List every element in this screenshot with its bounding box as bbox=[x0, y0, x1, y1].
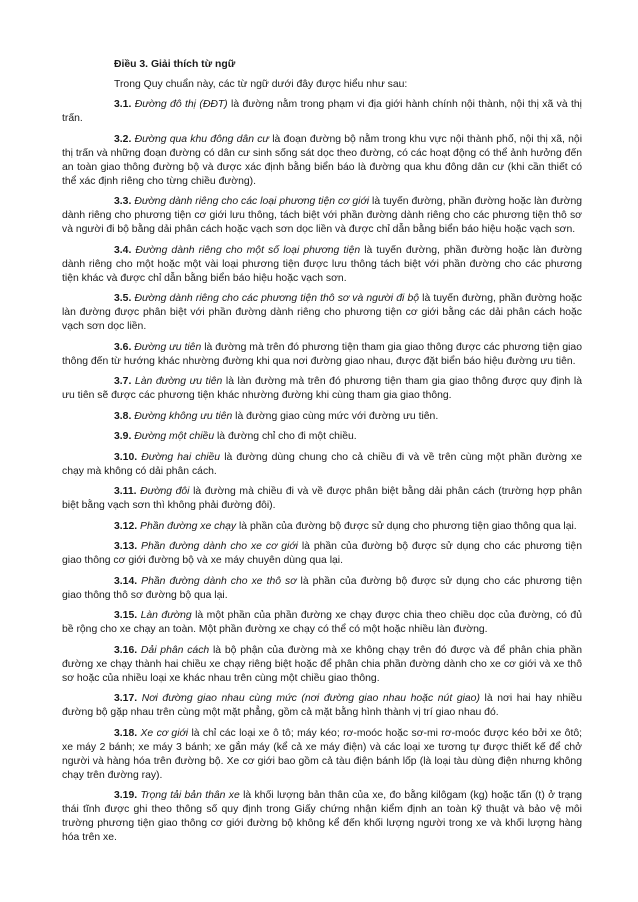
definition-term: Đường không ưu tiên bbox=[134, 410, 233, 422]
definition-term: Đường dành riêng cho các phương tiện thô sơ và người đi bộ bbox=[134, 293, 420, 304]
definition-item bbox=[62, 692, 582, 720]
definition-item bbox=[62, 133, 582, 189]
definition-term: Đường dành riêng cho các loại phương tiện cơ giới bbox=[134, 196, 370, 207]
definition-item bbox=[62, 451, 582, 479]
definition-item bbox=[62, 609, 582, 637]
definition-item bbox=[62, 341, 582, 369]
definition-item bbox=[62, 575, 582, 603]
definition-text: là tuyến đường, phần đường hoặc làn đường được phân biệt với phần đường dành riêng cho phương tiện cơ giới bằng các dải phân cách hoặc vạch sơn dọc liền. bbox=[62, 293, 582, 332]
definition-number: 3.10. bbox=[114, 451, 138, 463]
definition-text: là một phần của phần đường xe chạy được chia theo chiều dọc của đường, có đủ bề rộng cho xe chạy an toàn. Một phần đường xe chạy có thể có một hoặc nhiều làn đường. bbox=[62, 610, 582, 635]
definition-item bbox=[62, 375, 582, 403]
definition-item bbox=[62, 195, 582, 237]
definition-number: 3.12. bbox=[114, 520, 138, 532]
definition-term: Đường đô thị (ĐĐT) bbox=[134, 99, 228, 110]
definition-text: là phần của đường bộ được sử dụng cho các phương tiện giao thông thô sơ đường bộ qua lại. bbox=[62, 575, 582, 601]
definition-number: 3.5. bbox=[114, 293, 132, 304]
definition-text: là đường dùng chung cho cả chiều đi và về trên cùng một phần đường xe chạy mà không có dải phân cách. bbox=[62, 451, 582, 477]
definition-term: Phần đường dành cho xe thô sơ bbox=[141, 575, 297, 587]
definition-number: 3.18. bbox=[114, 727, 138, 739]
definition-item bbox=[62, 430, 582, 444]
article-heading: Điều 3. Giải thích từ ngữ bbox=[114, 59, 236, 70]
definition-text: là đường mà trên đó phương tiện tham gia giao thông được các phương tiện giao thông đến từ hướng khác nhường đường khi qua nơi đường giao nhau, được đặt biển báo hiệu đường ưu tiên. bbox=[62, 341, 582, 367]
definition-item bbox=[62, 410, 582, 424]
definition-text: là phần của đường bộ được sử dụng cho phương tiện giao thông qua lại. bbox=[236, 520, 577, 532]
definition-text: là đường chỉ cho đi một chiều. bbox=[214, 431, 357, 442]
definition-term: Phần đường xe chạy bbox=[140, 520, 237, 532]
definition-text: là làn đường mà trên đó phương tiện tham gia giao thông được quy định là ưu tiên sẽ được các phương tiện khác nhường đường khi cùng tham gia giao thông. bbox=[62, 376, 582, 401]
definition-number: 3.13. bbox=[114, 541, 138, 552]
definition-item bbox=[62, 789, 582, 845]
definition-number: 3.17. bbox=[114, 693, 138, 704]
definition-number: 3.7. bbox=[114, 376, 132, 387]
definition-item bbox=[62, 244, 582, 286]
definition-text: là đường mà chiều đi và về được phân biệt bằng dải phân cách (trường hợp phân biệt bằng vạch sơn thì không phải đường đôi). bbox=[62, 486, 583, 511]
definition-item bbox=[62, 540, 582, 568]
definition-number: 3.15. bbox=[114, 610, 138, 621]
definition-text: là phần của đường bộ được sử dụng cho các phương tiện giao thông cơ giới đường bộ và xe máy chuyên dùng qua lại. bbox=[62, 541, 582, 566]
definition-term: Đường dành riêng cho một số loại phương tiện bbox=[135, 244, 361, 256]
definition-term: Làn đường ưu tiên bbox=[134, 376, 223, 387]
definition-text: là đường nằm trong phạm vi địa giới hành chính nội thành, nội thị xã và thị trấn. bbox=[62, 99, 582, 124]
definition-term: Trọng tải bản thân xe bbox=[140, 790, 240, 801]
definition-number: 3.4. bbox=[114, 244, 132, 256]
definition-item bbox=[62, 727, 582, 783]
definition-number: 3.16. bbox=[114, 644, 138, 656]
definition-item bbox=[62, 485, 582, 513]
definition-item bbox=[62, 98, 582, 126]
definition-number: 3.9. bbox=[114, 431, 132, 442]
definition-number: 3.8. bbox=[114, 410, 132, 422]
definition-term: Đường một chiều bbox=[134, 431, 215, 442]
definition-number: 3.2. bbox=[114, 133, 132, 145]
definition-item bbox=[62, 644, 582, 686]
definition-term: Xe cơ giới bbox=[140, 727, 189, 739]
definition-term: Làn đường bbox=[140, 610, 192, 621]
article-intro: Trong Quy chuẩn này, các từ ngữ dưới đây được hiểu như sau: bbox=[114, 79, 408, 90]
definition-text: là chỉ các loại xe ô tô; máy kéo; rơ-moóc hoặc sơ-mi rơ-moóc được kéo bởi xe ôtô; xe máy 2 bánh; xe máy 3 bánh; xe gắn máy (kể cả xe máy điện) và các loại xe tương tự được thiết kế để chở người và hàng hóa trên đường bộ. Xe cơ giới bao gồm cả tàu điện bánh lốp (là loại tàu dùng điện nhưng không chạy trên đường ray). bbox=[62, 727, 582, 781]
definition-item bbox=[62, 292, 582, 334]
definition-text: là bộ phận của đường mà xe không chạy trên đó được và để phân chia phần đường xe chạy thành hai chiều xe chạy riêng biệt hoặc để phân chia phần đường dành cho xe cơ giới và xe thô sơ hoặc của nhiều loại xe khác nhau trên cùng một chiều giao thông. bbox=[62, 644, 582, 684]
definition-term: Nơi đường giao nhau cùng mức (nơi đường giao nhau hoặc nút giao) bbox=[141, 693, 480, 704]
definition-text: là khối lượng bản thân của xe, đo bằng kilôgam (kg) hoặc tấn (t) ở trạng thái tĩnh được ghi theo thông số quy định trong Giấy chứng nhận kiểm định an toàn kỹ thuật và bảo vệ môi trường phương tiện giao thông cơ giới đường bộ không kể đến khối lượng người trong xe và khối lượng hàng hóa trên xe. bbox=[62, 790, 582, 843]
definition-term: Đường ưu tiên bbox=[134, 341, 202, 353]
definition-term: Đường đôi bbox=[140, 486, 190, 497]
definition-text: là đoạn đường bộ nằm trong khu vực nội thành phố, nội thị xã, nội thị trấn và những đoạn đường có dân cư sinh sống sát dọc theo đường, có các hoạt động có thể ảnh hưởng đến an toàn giao thông đường bộ và được xác định bằng biển báo là đường qua khu đông dân cư (khi cần thiết có thể xác định riêng cho từng chiều đường). bbox=[62, 133, 583, 187]
definition-text: là nơi hai hay nhiều đường bộ gặp nhau trên cùng một mặt phẳng, gồm cả mặt bằng hình thành vị trí giao nhau đó. bbox=[62, 693, 582, 718]
definition-number: 3.6. bbox=[114, 341, 132, 353]
definition-term: Đường qua khu đông dân cư bbox=[134, 133, 269, 145]
definition-text: là tuyến đường, phần đường hoặc làn đường dành riêng cho phương tiện cơ giới lưu thông, tách biệt với phần đường dành riêng cho các phương tiện thô sơ và người đi bộ bằng dải phân cách hoặc vạch sơn dọc liền và được chỉ dẫn bằng biển báo hiệu hoặc vạch sơn. bbox=[62, 196, 582, 235]
definition-term: Dải phân cách bbox=[140, 644, 210, 656]
definitions-list bbox=[62, 98, 582, 845]
definition-text: là đường giao cùng mức với đường ưu tiên. bbox=[232, 410, 439, 422]
definition-number: 3.14. bbox=[114, 575, 138, 587]
definition-term: Phần đường dành cho xe cơ giới bbox=[141, 541, 298, 552]
definition-number: 3.19. bbox=[114, 790, 138, 801]
definition-number: 3.3. bbox=[114, 196, 132, 207]
definition-text: là tuyến đường, phần đường hoặc làn đường dành riêng cho một hoặc một vài loại phương tiện được lưu thông tách biệt với phần đường cho các phương tiện khác và được chỉ dẫn bằng biển báo hiệu hoặc vạch sơn. bbox=[62, 244, 582, 284]
definition-number: 3.1. bbox=[114, 99, 132, 110]
definition-item bbox=[62, 520, 582, 534]
definition-number: 3.11. bbox=[114, 486, 137, 497]
definition-term: Đường hai chiều bbox=[141, 451, 221, 463]
